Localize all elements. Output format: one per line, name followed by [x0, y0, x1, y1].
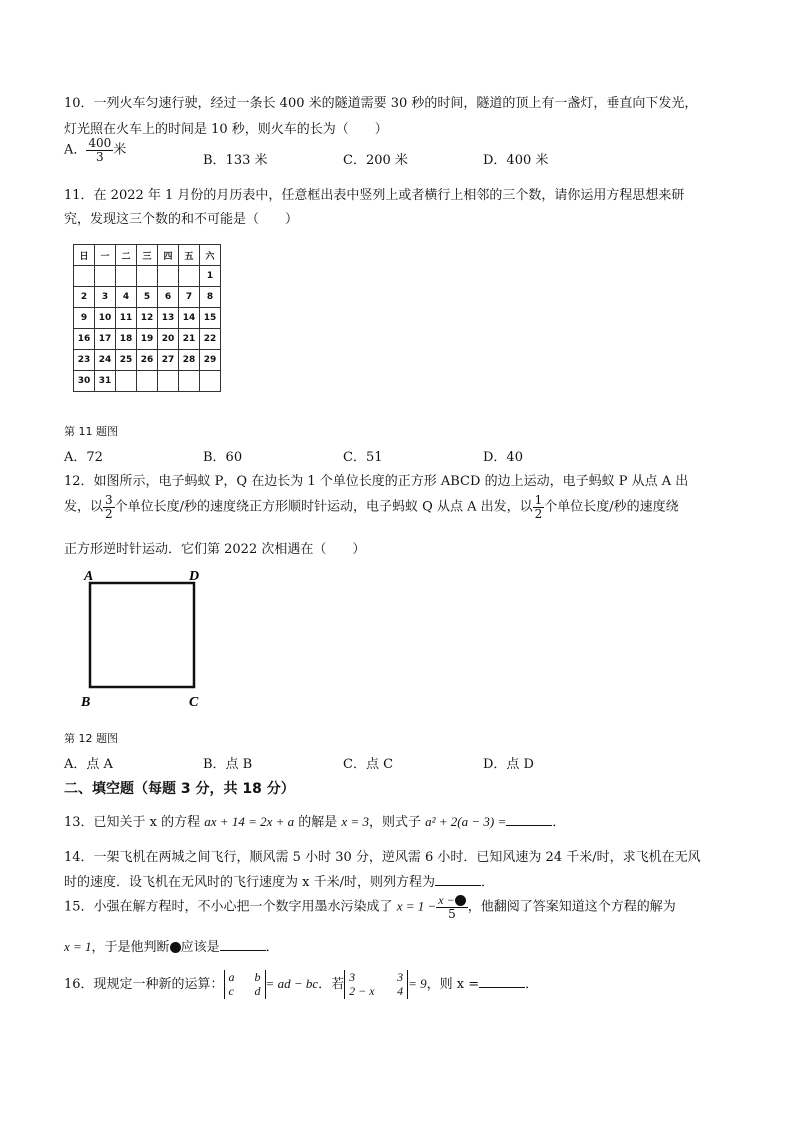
- q12-line2-part-a: 发，以: [64, 499, 104, 515]
- q15-equation-left: x = 1 −: [396, 898, 437, 914]
- calendar-cell: 7: [179, 287, 200, 308]
- q12-line1: 12．如图所示，电子蚂蚁 P，Q 在边长为 1 个单位长度的正方形 ABCD 的边上运动，电子蚂蚁 P 从点 A 出: [64, 474, 689, 489]
- calendar-cell: [74, 266, 95, 287]
- calendar-cell: 19: [137, 329, 158, 350]
- q14-end: ．: [480, 875, 494, 890]
- q12-line2: [64, 494, 679, 520]
- calendar-header-cell: 六: [200, 245, 221, 266]
- ink-blot-icon: [170, 942, 181, 953]
- vertex-label-c: C: [189, 695, 199, 710]
- calendar-cell: [137, 266, 158, 287]
- q13-middle: 的解是: [294, 815, 342, 830]
- calendar-header-cell: 日: [74, 245, 95, 266]
- q12-line2-part-c: 个单位长度/秒的速度绕: [544, 499, 679, 515]
- calendar-cell: 29: [200, 350, 221, 371]
- calendar-cell: 11: [116, 308, 137, 329]
- q10-option-a-label: A．: [64, 142, 87, 158]
- calendar-cell: 9: [74, 308, 95, 329]
- q15-end: ．: [265, 940, 279, 955]
- q12-option-a[interactable]: A．点 A: [64, 757, 113, 772]
- q14-line1: 14．一架飞机在两城之间飞行，顺风需 5 小时 30 分，逆风需 6 小时．已知风速为 24 千米/时，求飞机在无风: [64, 850, 701, 865]
- q11-option-a[interactable]: A．72: [64, 450, 103, 465]
- calendar-cell: 14: [179, 308, 200, 329]
- square-abcd: [90, 583, 194, 687]
- calendar-cell: 8: [200, 287, 221, 308]
- q16-end: ．: [525, 976, 539, 992]
- calendar-header-cell: 一: [95, 245, 116, 266]
- q16-line: [64, 970, 538, 999]
- q11-option-c[interactable]: C．51: [343, 450, 383, 465]
- q15-line1-part-a: 15．小强在解方程时，不小心把一个数字用墨水污染成了: [64, 899, 397, 915]
- ink-blot-icon: [455, 895, 466, 906]
- q15-fraction: $\frac{x -}{5}$: [436, 894, 467, 920]
- q12-option-c[interactable]: C．点 C: [343, 757, 394, 772]
- vertex-label-a: A: [84, 569, 94, 584]
- q13-line: [64, 811, 565, 830]
- calendar-cell: 5: [137, 287, 158, 308]
- q11-option-d[interactable]: D．40: [483, 450, 523, 465]
- calendar-header-cell: 四: [158, 245, 179, 266]
- q13-middle2: ，则式子: [368, 815, 426, 830]
- calendar-cell: [158, 371, 179, 392]
- q15-solution: x = 1: [64, 939, 92, 954]
- calendar-cell: [200, 371, 221, 392]
- calendar-cell: 17: [95, 329, 116, 350]
- calendar-cell: 1: [200, 266, 221, 287]
- q11-line2: 究，发现这三个数的和不可能是（ ）: [64, 212, 299, 227]
- calendar-cell: [95, 266, 116, 287]
- calendar-cell: 13: [158, 308, 179, 329]
- q13-end: ．: [552, 815, 566, 830]
- q13-equation: ax + 14 = 2x + a: [204, 814, 295, 829]
- calendar-cell: 15: [200, 308, 221, 329]
- q11-option-b[interactable]: B．60: [203, 450, 243, 465]
- calendar-cell: [137, 371, 158, 392]
- calendar-cell: 4: [116, 287, 137, 308]
- calendar-cell: [179, 371, 200, 392]
- calendar-cell: [158, 266, 179, 287]
- q15-answer-blank[interactable]: [220, 938, 266, 951]
- q12-line2-part-b: 个单位长度/秒的速度绕正方形顺时针运动，电子蚂蚁 Q 从点 A 出发，以: [114, 499, 533, 515]
- q10-option-b[interactable]: B．133 米: [203, 153, 268, 168]
- calendar-cell: 18: [116, 329, 137, 350]
- square-abcd-figure: [78, 566, 228, 711]
- q11-figure-caption: 第 11 题图: [64, 425, 118, 438]
- calendar-row: [74, 266, 221, 287]
- section-title-fill-in: 二、填空题（每题 3 分，共 18 分）: [64, 781, 295, 797]
- q10-option-c[interactable]: C．200 米: [343, 153, 408, 168]
- q16-prefix: 16．现规定一种新的运算：: [64, 976, 224, 992]
- q15-line2-part-c: 应该是: [180, 940, 220, 955]
- calendar-cell: 24: [95, 350, 116, 371]
- q13-solution: x = 3: [341, 814, 369, 829]
- q16-definition: = ad − bc: [265, 975, 319, 991]
- calendar-row: [74, 308, 221, 329]
- q14-line2-text: 时的速度．设飞机在无风时的飞行速度为 x 千米/时，则列方程为: [64, 875, 435, 890]
- calendar-cell: 31: [95, 371, 116, 392]
- q13-prefix: 13．已知关于 x 的方程: [64, 815, 205, 830]
- calendar-table: [73, 244, 221, 392]
- q14-answer-blank[interactable]: [435, 873, 481, 886]
- calendar-row: [74, 329, 221, 350]
- q15-line1: [64, 894, 676, 920]
- calendar-cell: [116, 371, 137, 392]
- vertex-label-d: D: [189, 569, 200, 584]
- calendar-cell: 23: [74, 350, 95, 371]
- calendar-cell: [179, 266, 200, 287]
- q10-line2: 灯光照在火车上的时间是 10 秒，则火车的长为（ ）: [64, 122, 388, 137]
- calendar-cell: [116, 266, 137, 287]
- calendar-row: [74, 371, 221, 392]
- q10-option-a-unit: 米: [113, 142, 127, 158]
- calendar-cell: 27: [158, 350, 179, 371]
- calendar-cell: 6: [158, 287, 179, 308]
- q16-answer-blank[interactable]: [479, 975, 525, 988]
- q16-then: ，则 x =: [426, 976, 480, 992]
- calendar-header-cell: 三: [137, 245, 158, 266]
- q15-line1-part-b: ，他翻阅了答案知道这个方程的解为: [467, 899, 676, 915]
- calendar-cell: 12: [137, 308, 158, 329]
- calendar-cell: 28: [179, 350, 200, 371]
- q16-determinant-definition: a b c d: [224, 970, 266, 999]
- q16-determinant-problem: 3 3 2 − x 4: [344, 970, 408, 999]
- q10-option-a[interactable]: [64, 137, 126, 163]
- q12-option-b[interactable]: B．点 B: [203, 757, 253, 772]
- calendar-cell: 3: [95, 287, 116, 308]
- calendar-row: [74, 350, 221, 371]
- q12-option-d[interactable]: D．点 D: [483, 757, 534, 772]
- calendar-cell: 22: [200, 329, 221, 350]
- calendar-header-row: [74, 245, 221, 266]
- q13-answer-blank[interactable]: [506, 813, 552, 826]
- q12-line3: 正方形逆时针运动．它们第 2022 次相遇在（ ）: [64, 542, 366, 557]
- q15-line2-part-b: ，于是他判断: [91, 940, 170, 955]
- q15-line2: [64, 936, 279, 955]
- q11-line1: 11．在 2022 年 1 月份的月历表中，任意框出表中竖列上或者横行上相邻的三个数，请你运用方程思想来研: [64, 188, 685, 203]
- calendar-header-cell: 二: [116, 245, 137, 266]
- calendar-cell: 26: [137, 350, 158, 371]
- q16-equals: = 9: [408, 975, 427, 991]
- q10-line1: 10．一列火车匀速行驶，经过一条长 400 米的隧道需要 30 秒的时间，隧道的顶上有一盏灯，垂直向下发光，: [64, 96, 698, 111]
- calendar-cell: 21: [179, 329, 200, 350]
- calendar-cell: 16: [74, 329, 95, 350]
- q14-line2: [64, 871, 494, 890]
- q13-expression: a² + 2(a − 3) =: [425, 814, 507, 829]
- calendar-cell: 10: [95, 308, 116, 329]
- calendar-cell: 2: [74, 287, 95, 308]
- q10-option-a-fraction: $\frac{400}{3}$: [88, 136, 112, 164]
- q12-fraction-p-speed: $\frac{3}{2}$: [105, 493, 113, 521]
- calendar-cell: 25: [116, 350, 137, 371]
- calendar-row: [74, 287, 221, 308]
- q16-mid: ．若: [318, 976, 345, 992]
- q12-fraction-q-speed: $\frac{1}{2}$: [534, 493, 543, 521]
- q12-figure-caption: 第 12 题图: [64, 732, 118, 745]
- vertex-label-b: B: [81, 695, 91, 710]
- calendar-cell: 20: [158, 329, 179, 350]
- q10-option-d[interactable]: D．400 米: [483, 153, 549, 168]
- calendar-cell: 30: [74, 371, 95, 392]
- calendar-header-cell: 五: [179, 245, 200, 266]
